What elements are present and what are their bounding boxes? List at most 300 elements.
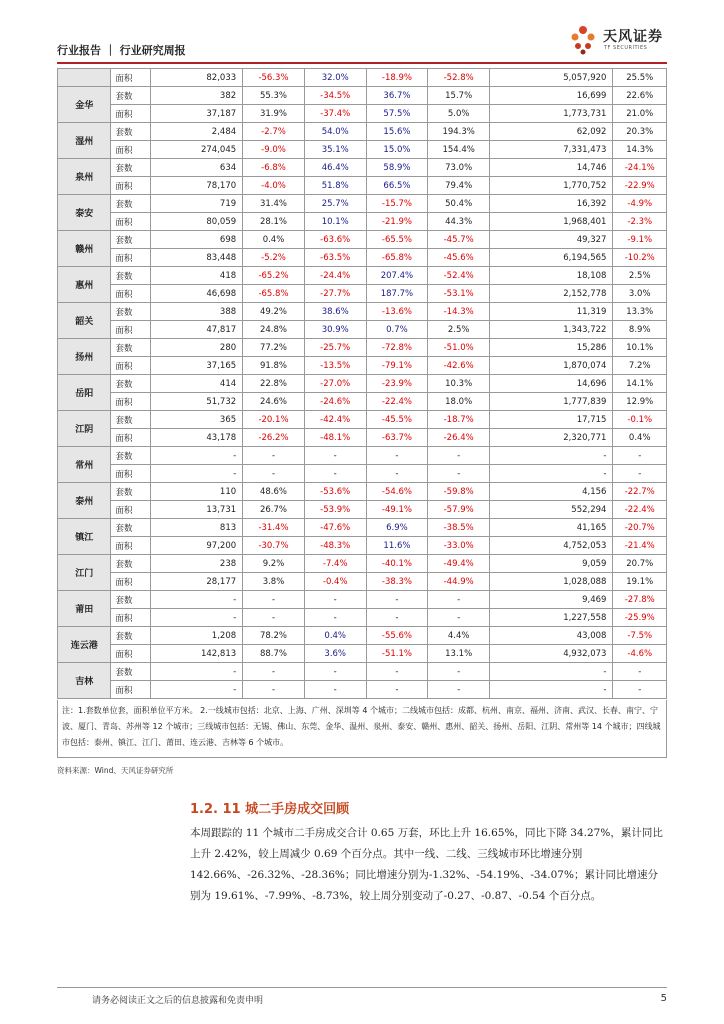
value-cell-c3: -22.4% — [366, 393, 428, 411]
table-row — [58, 231, 667, 249]
value-cell-c3: - — [366, 447, 428, 465]
value-cell-value: - — [150, 465, 243, 483]
value-cell-cum: 1,870,074 — [490, 357, 613, 375]
value-cell-ratio: -4.9% — [613, 195, 667, 213]
value-cell-c1: -6.8% — [243, 159, 305, 177]
metric-type-cell: 套数 — [111, 555, 150, 573]
metric-type-cell: 套数 — [111, 375, 150, 393]
value-cell-value: 418 — [150, 267, 243, 285]
value-cell-c2: 3.6% — [304, 645, 366, 663]
city-cell: 湿州 — [58, 123, 111, 159]
value-cell-c1: - — [243, 681, 305, 699]
value-cell-cum: - — [490, 465, 613, 483]
table-row — [58, 429, 667, 447]
value-cell-c1: 3.8% — [243, 573, 305, 591]
value-cell-value: 110 — [150, 483, 243, 501]
value-cell-c1: 9.2% — [243, 555, 305, 573]
value-cell-c1: 0.4% — [243, 231, 305, 249]
value-cell-ratio: 14.1% — [613, 375, 667, 393]
company-logo — [567, 24, 667, 58]
value-cell-c1: -31.4% — [243, 519, 305, 537]
value-cell-ratio: -4.6% — [613, 645, 667, 663]
value-cell-c3: -23.9% — [366, 375, 428, 393]
metric-type-cell: 面积 — [111, 141, 150, 159]
value-cell-value: 13,731 — [150, 501, 243, 519]
table-row — [58, 375, 667, 393]
value-cell-c1: 49.2% — [243, 303, 305, 321]
city-transaction-table — [57, 68, 667, 699]
value-cell-c3: -55.6% — [366, 627, 428, 645]
header-divider — [57, 62, 667, 64]
value-cell-c3: -40.1% — [366, 555, 428, 573]
table-row — [58, 87, 667, 105]
value-cell-cum: 43,008 — [490, 627, 613, 645]
value-cell-value: 238 — [150, 555, 243, 573]
table-row — [58, 69, 667, 87]
logo-text-cn: 天风证券 — [603, 29, 663, 45]
value-cell-c2: - — [304, 681, 366, 699]
value-cell-cum: 1,777,839 — [490, 393, 613, 411]
value-cell-c1: -26.2% — [243, 429, 305, 447]
value-cell-c3: - — [366, 663, 428, 681]
value-cell-c1: -65.8% — [243, 285, 305, 303]
section-paragraph: 本周跟踪的 11 个城市二手房成交合计 0.65 万套，环比上升 16.65%，同比下降 34.27%，累计同比上升 2.42%，较上周减少 0.69 个百分点。其中一线、二线、三线城市环比增速分别 142.66%、-26.32%、-28.36%；同比增速分别为-1.32%、-54.19%、-34.07%；累计同比增速分别为 19.61%、-7.99%、-8.73%，较上周分别变动了-0.27、-0.87、-0.54 个百分点。 — [190, 827, 663, 902]
table-row — [58, 609, 667, 627]
page-number: 5 — [660, 993, 667, 1004]
value-cell-c3: -54.6% — [366, 483, 428, 501]
value-cell-ratio: 14.3% — [613, 141, 667, 159]
metric-type-cell: 面积 — [111, 501, 150, 519]
value-cell-value: - — [150, 591, 243, 609]
metric-type-cell: 套数 — [111, 519, 150, 537]
metric-type-cell: 套数 — [111, 87, 150, 105]
value-cell-value: 43,178 — [150, 429, 243, 447]
value-cell-c1: 78.2% — [243, 627, 305, 645]
value-cell-c2: -53.9% — [304, 501, 366, 519]
value-cell-ratio: -2.3% — [613, 213, 667, 231]
value-cell-c4: -49.4% — [428, 555, 490, 573]
value-cell-c3: 187.7% — [366, 285, 428, 303]
logo-text-en: TF SECURITIES — [604, 45, 648, 51]
value-cell-ratio: - — [613, 663, 667, 681]
value-cell-c3: 57.5% — [366, 105, 428, 123]
value-cell-value: 82,033 — [150, 69, 243, 87]
value-cell-c2: -25.7% — [304, 339, 366, 357]
value-cell-c3: 58.9% — [366, 159, 428, 177]
value-cell-c3: -65.8% — [366, 249, 428, 267]
value-cell-c4: -33.0% — [428, 537, 490, 555]
table-note: 注：1.套数单位套，面积单位平方米。 2.一线城市包括：北京、上海、广州、深圳等 4 个城市；二线城市包括：成都、杭州、南京、福州、济南、武汉、长春、南宁、宁波、厦门、青岛、苏州等 12 个城市；三线城市包括：无锡、佛山、东莞、金华、温州、泉州、泰安、赣州、惠州、韶关、扬州、岳阳、江阴、常州等 14 个城市；四线城市包括：泰州、镇江、江门、莆田、连云港、吉林等 6 个城市。 — [57, 700, 667, 758]
value-cell-c3: 6.9% — [366, 519, 428, 537]
value-cell-ratio: - — [613, 681, 667, 699]
value-cell-cum: 14,696 — [490, 375, 613, 393]
value-cell-cum: 2,152,778 — [490, 285, 613, 303]
value-cell-ratio: -22.4% — [613, 501, 667, 519]
value-cell-value: 698 — [150, 231, 243, 249]
value-cell-c3: - — [366, 609, 428, 627]
value-cell-c3: -13.6% — [366, 303, 428, 321]
value-cell-cum: 1,227,558 — [490, 609, 613, 627]
value-cell-c4: - — [428, 447, 490, 465]
value-cell-c1: 28.1% — [243, 213, 305, 231]
metric-type-cell: 套数 — [111, 267, 150, 285]
metric-type-cell: 套数 — [111, 447, 150, 465]
metric-type-cell: 套数 — [111, 303, 150, 321]
metric-type-cell: 面积 — [111, 393, 150, 411]
value-cell-ratio: - — [613, 465, 667, 483]
value-cell-c4: 73.0% — [428, 159, 490, 177]
metric-type-cell: 套数 — [111, 339, 150, 357]
value-cell-c2: 0.4% — [304, 627, 366, 645]
value-cell-c4: - — [428, 681, 490, 699]
value-cell-c1: -20.1% — [243, 411, 305, 429]
value-cell-ratio: 19.1% — [613, 573, 667, 591]
value-cell-ratio: -0.1% — [613, 411, 667, 429]
metric-type-cell: 套数 — [111, 483, 150, 501]
value-cell-value: 46,698 — [150, 285, 243, 303]
city-cell: 惠州 — [58, 267, 111, 303]
value-cell-c2: -24.4% — [304, 267, 366, 285]
table-row — [58, 357, 667, 375]
value-cell-c4: -42.6% — [428, 357, 490, 375]
value-cell-c2: - — [304, 447, 366, 465]
value-cell-cum: 18,108 — [490, 267, 613, 285]
value-cell-value: 83,448 — [150, 249, 243, 267]
metric-type-cell: 面积 — [111, 285, 150, 303]
table-row — [58, 195, 667, 213]
value-cell-cum: 1,343,722 — [490, 321, 613, 339]
value-cell-ratio: -22.9% — [613, 177, 667, 195]
city-cell: 莆田 — [58, 591, 111, 627]
value-cell-c1: 91.8% — [243, 357, 305, 375]
value-cell-cum: 14,746 — [490, 159, 613, 177]
value-cell-cum: 16,699 — [490, 87, 613, 105]
value-cell-c2: 46.4% — [304, 159, 366, 177]
value-cell-c1: -4.0% — [243, 177, 305, 195]
value-cell-ratio: 20.3% — [613, 123, 667, 141]
value-cell-value: 78,170 — [150, 177, 243, 195]
value-cell-cum: 11,319 — [490, 303, 613, 321]
value-cell-ratio: 25.5% — [613, 69, 667, 87]
city-cell: 吉林 — [58, 663, 111, 699]
value-cell-cum: 16,392 — [490, 195, 613, 213]
value-cell-c1: -30.7% — [243, 537, 305, 555]
value-cell-ratio: -10.2% — [613, 249, 667, 267]
city-cell: 泰安 — [58, 195, 111, 231]
value-cell-value: 388 — [150, 303, 243, 321]
value-cell-value: 37,187 — [150, 105, 243, 123]
table-row — [58, 393, 667, 411]
table-row — [58, 483, 667, 501]
value-cell-value: - — [150, 681, 243, 699]
value-cell-ratio: -20.7% — [613, 519, 667, 537]
value-cell-c1: - — [243, 465, 305, 483]
value-cell-c2: -13.5% — [304, 357, 366, 375]
metric-type-cell: 面积 — [111, 465, 150, 483]
value-cell-c4: -52.8% — [428, 69, 490, 87]
table-row — [58, 285, 667, 303]
value-cell-cum: 6,194,565 — [490, 249, 613, 267]
value-cell-c3: 15.0% — [366, 141, 428, 159]
value-cell-c4: 5.0% — [428, 105, 490, 123]
value-cell-c4: 50.4% — [428, 195, 490, 213]
city-cell: 金华 — [58, 87, 111, 123]
value-cell-c2: -42.4% — [304, 411, 366, 429]
metric-type-cell: 套数 — [111, 411, 150, 429]
metric-type-cell: 面积 — [111, 177, 150, 195]
value-cell-ratio: 12.9% — [613, 393, 667, 411]
value-cell-c4: 44.3% — [428, 213, 490, 231]
value-cell-c1: - — [243, 591, 305, 609]
value-cell-ratio: - — [613, 447, 667, 465]
value-cell-c2: -27.7% — [304, 285, 366, 303]
value-cell-c4: -44.9% — [428, 573, 490, 591]
value-cell-ratio: -21.4% — [613, 537, 667, 555]
table-row — [58, 213, 667, 231]
value-cell-c2: -53.6% — [304, 483, 366, 501]
value-cell-c4: -18.7% — [428, 411, 490, 429]
value-cell-c4: -59.8% — [428, 483, 490, 501]
value-cell-ratio: -27.8% — [613, 591, 667, 609]
value-cell-c1: - — [243, 447, 305, 465]
city-cell: 泰州 — [58, 483, 111, 519]
value-cell-cum: 15,286 — [490, 339, 613, 357]
value-cell-c4: 13.1% — [428, 645, 490, 663]
value-cell-c2: 35.1% — [304, 141, 366, 159]
value-cell-cum: 1,968,401 — [490, 213, 613, 231]
metric-type-cell: 套数 — [111, 159, 150, 177]
value-cell-c2: -7.4% — [304, 555, 366, 573]
value-cell-ratio: 2.5% — [613, 267, 667, 285]
value-cell-c2: - — [304, 465, 366, 483]
metric-type-cell: 面积 — [111, 645, 150, 663]
value-cell-c1: 77.2% — [243, 339, 305, 357]
value-cell-c1: - — [243, 609, 305, 627]
value-cell-cum: 9,469 — [490, 591, 613, 609]
value-cell-c1: 24.8% — [243, 321, 305, 339]
value-cell-cum: 49,327 — [490, 231, 613, 249]
city-cell: 扬州 — [58, 339, 111, 375]
value-cell-c4: - — [428, 591, 490, 609]
value-cell-value: 274,045 — [150, 141, 243, 159]
value-cell-c3: -72.8% — [366, 339, 428, 357]
city-cell: 岳阳 — [58, 375, 111, 411]
value-cell-c2: 10.1% — [304, 213, 366, 231]
table-row — [58, 519, 667, 537]
value-cell-c3: -21.9% — [366, 213, 428, 231]
value-cell-c3: -49.1% — [366, 501, 428, 519]
page-header — [57, 20, 667, 66]
value-cell-cum: 4,752,053 — [490, 537, 613, 555]
section-heading: 1.2. 11 城二手房成交回顾 — [190, 802, 350, 817]
value-cell-c1: 31.9% — [243, 105, 305, 123]
value-cell-cum: - — [490, 447, 613, 465]
value-cell-cum: - — [490, 663, 613, 681]
value-cell-c1: 22.8% — [243, 375, 305, 393]
value-cell-value: 97,200 — [150, 537, 243, 555]
value-cell-cum: - — [490, 681, 613, 699]
metric-type-cell: 面积 — [111, 249, 150, 267]
value-cell-c3: - — [366, 465, 428, 483]
value-cell-value: 382 — [150, 87, 243, 105]
table-row — [58, 321, 667, 339]
metric-type-cell: 面积 — [111, 69, 150, 87]
value-cell-c1: 48.6% — [243, 483, 305, 501]
value-cell-c4: 15.7% — [428, 87, 490, 105]
value-cell-c3: -38.3% — [366, 573, 428, 591]
value-cell-cum: 552,294 — [490, 501, 613, 519]
table-row — [58, 465, 667, 483]
value-cell-value: 414 — [150, 375, 243, 393]
value-cell-value: 2,484 — [150, 123, 243, 141]
metric-type-cell: 面积 — [111, 357, 150, 375]
table-row — [58, 303, 667, 321]
table-row — [58, 681, 667, 699]
value-cell-ratio: 0.4% — [613, 429, 667, 447]
metric-type-cell: 面积 — [111, 573, 150, 591]
value-cell-c3: - — [366, 591, 428, 609]
value-cell-c4: - — [428, 465, 490, 483]
metric-type-cell: 面积 — [111, 321, 150, 339]
table-row — [58, 177, 667, 195]
value-cell-value: 280 — [150, 339, 243, 357]
value-cell-value: 51,732 — [150, 393, 243, 411]
value-cell-c2: - — [304, 609, 366, 627]
value-cell-c3: -79.1% — [366, 357, 428, 375]
value-cell-ratio: 22.6% — [613, 87, 667, 105]
value-cell-value: 813 — [150, 519, 243, 537]
value-cell-c2: 54.0% — [304, 123, 366, 141]
value-cell-ratio: 10.1% — [613, 339, 667, 357]
value-cell-c3: -15.7% — [366, 195, 428, 213]
value-cell-c2: -34.5% — [304, 87, 366, 105]
value-cell-cum: 41,165 — [490, 519, 613, 537]
value-cell-ratio: -24.1% — [613, 159, 667, 177]
value-cell-value: 365 — [150, 411, 243, 429]
value-cell-c1: 26.7% — [243, 501, 305, 519]
metric-type-cell: 套数 — [111, 231, 150, 249]
value-cell-ratio: -22.7% — [613, 483, 667, 501]
value-cell-c1: -56.3% — [243, 69, 305, 87]
city-cell: 常州 — [58, 447, 111, 483]
footer-disclaimer: 请务必阅读正文之后的信息披露和免责申明 — [92, 996, 264, 1006]
value-cell-c3: -51.1% — [366, 645, 428, 663]
value-cell-ratio: 20.7% — [613, 555, 667, 573]
value-cell-c1: 55.3% — [243, 87, 305, 105]
metric-type-cell: 面积 — [111, 213, 150, 231]
value-cell-cum: 4,156 — [490, 483, 613, 501]
value-cell-c4: -53.1% — [428, 285, 490, 303]
value-cell-c3: 11.6% — [366, 537, 428, 555]
table-row — [58, 249, 667, 267]
value-cell-c2: 30.9% — [304, 321, 366, 339]
value-cell-c4: -14.3% — [428, 303, 490, 321]
value-cell-c4: - — [428, 609, 490, 627]
table-row — [58, 267, 667, 285]
value-cell-c4: -45.7% — [428, 231, 490, 249]
table-row — [58, 123, 667, 141]
value-cell-c1: -9.0% — [243, 141, 305, 159]
value-cell-c1: - — [243, 663, 305, 681]
city-cell: 赣州 — [58, 231, 111, 267]
value-cell-c2: -48.1% — [304, 429, 366, 447]
table-row — [58, 159, 667, 177]
city-cell: 江门 — [58, 555, 111, 591]
value-cell-value: 142,813 — [150, 645, 243, 663]
value-cell-cum: 9,059 — [490, 555, 613, 573]
value-cell-ratio: 8.9% — [613, 321, 667, 339]
table-row — [58, 591, 667, 609]
value-cell-c4: - — [428, 663, 490, 681]
value-cell-c2: -63.6% — [304, 231, 366, 249]
value-cell-value: - — [150, 609, 243, 627]
table-row — [58, 537, 667, 555]
value-cell-c1: 24.6% — [243, 393, 305, 411]
value-cell-c1: 31.4% — [243, 195, 305, 213]
value-cell-value: 28,177 — [150, 573, 243, 591]
value-cell-value: 47,817 — [150, 321, 243, 339]
table-row — [58, 627, 667, 645]
value-cell-c4: 194.3% — [428, 123, 490, 141]
value-cell-c3: 36.7% — [366, 87, 428, 105]
value-cell-c3: -65.5% — [366, 231, 428, 249]
table-row — [58, 411, 667, 429]
value-cell-c4: -57.9% — [428, 501, 490, 519]
value-cell-value: 37,165 — [150, 357, 243, 375]
value-cell-c2: - — [304, 591, 366, 609]
table-row — [58, 663, 667, 681]
metric-type-cell: 套数 — [111, 663, 150, 681]
metric-type-cell: 面积 — [111, 681, 150, 699]
table-row — [58, 645, 667, 663]
value-cell-c3: 15.6% — [366, 123, 428, 141]
value-cell-c2: 51.8% — [304, 177, 366, 195]
value-cell-value: - — [150, 447, 243, 465]
value-cell-value: 634 — [150, 159, 243, 177]
value-cell-c3: 66.5% — [366, 177, 428, 195]
value-cell-c1: 88.7% — [243, 645, 305, 663]
value-cell-ratio: 21.0% — [613, 105, 667, 123]
metric-type-cell: 面积 — [111, 429, 150, 447]
value-cell-c2: - — [304, 663, 366, 681]
metric-type-cell: 面积 — [111, 105, 150, 123]
value-cell-ratio: -7.5% — [613, 627, 667, 645]
value-cell-c2: 32.0% — [304, 69, 366, 87]
value-cell-ratio: 3.0% — [613, 285, 667, 303]
value-cell-value: - — [150, 663, 243, 681]
city-cell: 江阴 — [58, 411, 111, 447]
value-cell-c4: 4.4% — [428, 627, 490, 645]
value-cell-c2: -63.5% — [304, 249, 366, 267]
value-cell-c3: 207.4% — [366, 267, 428, 285]
value-cell-c4: -26.4% — [428, 429, 490, 447]
city-cell: 泉州 — [58, 159, 111, 195]
table-row — [58, 141, 667, 159]
city-cell: 镇江 — [58, 519, 111, 555]
value-cell-c4: 2.5% — [428, 321, 490, 339]
value-cell-c2: -48.3% — [304, 537, 366, 555]
value-cell-value: 1,208 — [150, 627, 243, 645]
value-cell-c2: -37.4% — [304, 105, 366, 123]
metric-type-cell: 套数 — [111, 627, 150, 645]
value-cell-c3: -18.9% — [366, 69, 428, 87]
value-cell-ratio: -25.9% — [613, 609, 667, 627]
table-row — [58, 447, 667, 465]
value-cell-cum: 62,092 — [490, 123, 613, 141]
value-cell-c4: 154.4% — [428, 141, 490, 159]
city-cell: 韶关 — [58, 303, 111, 339]
value-cell-c4: 18.0% — [428, 393, 490, 411]
